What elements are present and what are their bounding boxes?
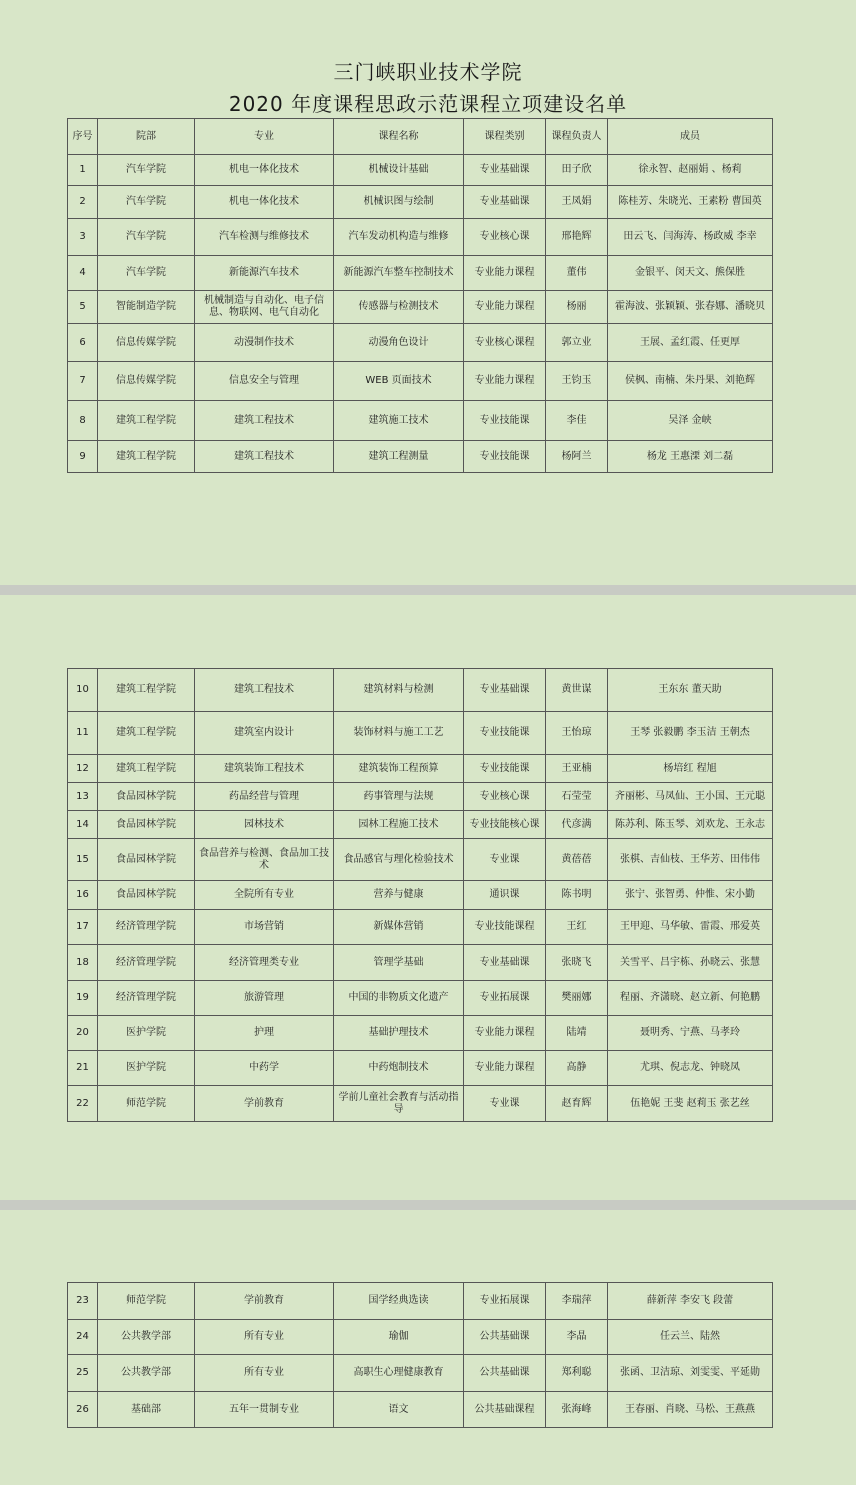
- cell-major: 食品营养与检测、食品加工技术: [195, 839, 334, 881]
- table-row: [68, 1016, 773, 1051]
- cell-course-name: 营养与健康: [334, 881, 464, 910]
- table-row: [68, 155, 773, 186]
- cell-members: 齐丽彬、马凤仙、王小国、王元聪: [608, 783, 773, 811]
- cell-members: 任云兰、陆然: [608, 1320, 773, 1355]
- cell-course-leader: 张晓飞: [546, 945, 608, 981]
- page-divider: [0, 1200, 856, 1210]
- table-row: [68, 839, 773, 881]
- cell-course-leader: 董伟: [546, 256, 608, 291]
- table-row: [68, 401, 773, 441]
- cell-department: 公共教学部: [98, 1355, 195, 1392]
- cell-course-name: 高职生心理健康教育: [334, 1355, 464, 1392]
- cell-course-leader: 王钧玉: [546, 362, 608, 401]
- cell-members: 陈桂芳、朱晓光、王素粉 曹国英: [608, 186, 773, 219]
- cell-course-type: 专业技能课: [464, 712, 546, 755]
- cell-department: 食品园林学院: [98, 839, 195, 881]
- cell-course-type: 专业课: [464, 839, 546, 881]
- header-course-leader: 课程负责人: [546, 119, 608, 155]
- cell-department: 公共教学部: [98, 1320, 195, 1355]
- cell-department: 信息传媒学院: [98, 362, 195, 401]
- cell-course-name: 中国的非物质文化遗产: [334, 981, 464, 1016]
- cell-course-leader: 陆靖: [546, 1016, 608, 1051]
- cell-course-type: 专业技能核心课: [464, 811, 546, 839]
- cell-index: 1: [68, 155, 98, 186]
- cell-index: 23: [68, 1283, 98, 1320]
- cell-course-leader: 王凤娟: [546, 186, 608, 219]
- cell-course-name: 机械设计基础: [334, 155, 464, 186]
- cell-major: 旅游管理: [195, 981, 334, 1016]
- cell-major: 学前教育: [195, 1086, 334, 1122]
- cell-department: 建筑工程学院: [98, 712, 195, 755]
- cell-index: 7: [68, 362, 98, 401]
- cell-members: 陈苏利、陈玉琴、刘欢龙、王永志: [608, 811, 773, 839]
- cell-course-name: 管理学基础: [334, 945, 464, 981]
- cell-members: 田云飞、闫海涛、杨政威 李幸: [608, 219, 773, 256]
- cell-course-type: 专业基础课: [464, 155, 546, 186]
- cell-members: 王东东 董天助: [608, 669, 773, 712]
- cell-course-type: 专业核心课: [464, 219, 546, 256]
- cell-members: 张函、卫洁琼、刘雯雯、平延勋: [608, 1355, 773, 1392]
- cell-members: 薛新萍 李安飞 段蕾: [608, 1283, 773, 1320]
- cell-course-leader: 代彦满: [546, 811, 608, 839]
- cell-index: 8: [68, 401, 98, 441]
- table-row: [68, 755, 773, 783]
- cell-major: 所有专业: [195, 1320, 334, 1355]
- cell-department: 建筑工程学院: [98, 755, 195, 783]
- table-row: [68, 441, 773, 473]
- cell-members: 金银平、闵天文、熊保胜: [608, 256, 773, 291]
- cell-major: 建筑室内设计: [195, 712, 334, 755]
- cell-course-leader: 高静: [546, 1051, 608, 1086]
- cell-course-leader: 田子欣: [546, 155, 608, 186]
- cell-course-leader: 樊丽娜: [546, 981, 608, 1016]
- cell-members: 王甲迎、马华敏、雷霞、邢爱英: [608, 910, 773, 945]
- cell-course-type: 专业拓展课: [464, 981, 546, 1016]
- table-row: [68, 1283, 773, 1320]
- cell-index: 22: [68, 1086, 98, 1122]
- table-row: [68, 256, 773, 291]
- cell-department: 信息传媒学院: [98, 324, 195, 362]
- cell-major: 汽车检测与维修技术: [195, 219, 334, 256]
- cell-course-leader: 李晶: [546, 1320, 608, 1355]
- cell-major: 药品经营与管理: [195, 783, 334, 811]
- cell-members: 杨培红 程旭: [608, 755, 773, 783]
- table-row: [68, 1392, 773, 1428]
- cell-major: 护理: [195, 1016, 334, 1051]
- cell-department: 食品园林学院: [98, 783, 195, 811]
- table-row: [68, 1086, 773, 1122]
- cell-index: 15: [68, 839, 98, 881]
- cell-major: 建筑工程技术: [195, 441, 334, 473]
- cell-course-type: 专业技能课: [464, 755, 546, 783]
- cell-department: 师范学院: [98, 1283, 195, 1320]
- cell-members: 徐永智、赵丽娟 、杨莉: [608, 155, 773, 186]
- page-subtitle: 2020 年度课程思政示范课程立项建设名单: [228, 92, 628, 116]
- cell-course-type: 专业技能课程: [464, 910, 546, 945]
- cell-major: 园林技术: [195, 811, 334, 839]
- cell-index: 10: [68, 669, 98, 712]
- course-table-part-2: [67, 668, 773, 1122]
- cell-members: 杨龙 王惠溧 刘二磊: [608, 441, 773, 473]
- cell-members: 张棋、吉仙枝、王华芳、田伟伟: [608, 839, 773, 881]
- cell-major: 建筑装饰工程技术: [195, 755, 334, 783]
- cell-course-leader: 黄世谋: [546, 669, 608, 712]
- cell-department: 食品园林学院: [98, 811, 195, 839]
- header-major: 专业: [195, 119, 334, 155]
- cell-major: 全院所有专业: [195, 881, 334, 910]
- table-row: [68, 981, 773, 1016]
- cell-course-name: 汽车发动机构造与维修: [334, 219, 464, 256]
- table-row: [68, 362, 773, 401]
- cell-course-type: 专业核心课程: [464, 324, 546, 362]
- page-title: 三门峡职业技术学院: [333, 60, 523, 84]
- cell-major: 中药学: [195, 1051, 334, 1086]
- cell-department: 汽车学院: [98, 219, 195, 256]
- cell-index: 21: [68, 1051, 98, 1086]
- cell-department: 师范学院: [98, 1086, 195, 1122]
- cell-index: 20: [68, 1016, 98, 1051]
- course-table-part-1: [67, 118, 773, 473]
- cell-members: 王琴 张毅鹏 李玉洁 王朝杰: [608, 712, 773, 755]
- cell-course-name: 药事管理与法规: [334, 783, 464, 811]
- cell-course-type: 专业能力课程: [464, 256, 546, 291]
- table-row: [68, 291, 773, 324]
- cell-major: 市场营销: [195, 910, 334, 945]
- cell-course-type: 通识课: [464, 881, 546, 910]
- cell-index: 4: [68, 256, 98, 291]
- cell-course-name: WEB 页面技术: [334, 362, 464, 401]
- cell-members: 张宁、张智勇、仲惟、宋小勤: [608, 881, 773, 910]
- cell-major: 学前教育: [195, 1283, 334, 1320]
- cell-course-type: 专业基础课: [464, 945, 546, 981]
- table-row: [68, 1355, 773, 1392]
- cell-index: 9: [68, 441, 98, 473]
- cell-course-name: 语文: [334, 1392, 464, 1428]
- cell-course-name: 传感器与检测技术: [334, 291, 464, 324]
- cell-course-leader: 邢艳辉: [546, 219, 608, 256]
- cell-major: 信息安全与管理: [195, 362, 334, 401]
- cell-department: 建筑工程学院: [98, 669, 195, 712]
- cell-major: 机械制造与自动化、电子信息、物联网、电气自动化: [195, 291, 334, 324]
- cell-members: 尤琪、倪志龙、钟晓凤: [608, 1051, 773, 1086]
- cell-members: 聂明秀、宁燕、马孝玲: [608, 1016, 773, 1051]
- cell-index: 5: [68, 291, 98, 324]
- cell-course-name: 建筑工程测量: [334, 441, 464, 473]
- course-table-part-3: [67, 1282, 773, 1428]
- cell-course-leader: 郭立业: [546, 324, 608, 362]
- cell-course-leader: 陈书明: [546, 881, 608, 910]
- header-course-name: 课程名称: [334, 119, 464, 155]
- cell-course-type: 公共基础课: [464, 1320, 546, 1355]
- cell-course-leader: 张海峰: [546, 1392, 608, 1428]
- cell-department: 汽车学院: [98, 155, 195, 186]
- cell-course-leader: 王红: [546, 910, 608, 945]
- table-row: [68, 945, 773, 981]
- cell-department: 经济管理学院: [98, 910, 195, 945]
- cell-department: 智能制造学院: [98, 291, 195, 324]
- cell-course-leader: 杨丽: [546, 291, 608, 324]
- header-index: 序号: [68, 119, 98, 155]
- cell-course-name: 中药炮制技术: [334, 1051, 464, 1086]
- cell-course-name: 建筑装饰工程预算: [334, 755, 464, 783]
- cell-course-type: 专业课: [464, 1086, 546, 1122]
- table-header-row: [68, 119, 773, 155]
- cell-major: 机电一体化技术: [195, 155, 334, 186]
- cell-course-type: 专业核心课: [464, 783, 546, 811]
- table-row: [68, 783, 773, 811]
- cell-course-leader: 王亚楠: [546, 755, 608, 783]
- cell-course-name: 装饰材料与施工工艺: [334, 712, 464, 755]
- cell-course-leader: 郑利聪: [546, 1355, 608, 1392]
- header-course-type: 课程类别: [464, 119, 546, 155]
- cell-major: 动漫制作技术: [195, 324, 334, 362]
- cell-index: 13: [68, 783, 98, 811]
- cell-course-name: 国学经典选读: [334, 1283, 464, 1320]
- cell-index: 3: [68, 219, 98, 256]
- cell-index: 11: [68, 712, 98, 755]
- cell-department: 医护学院: [98, 1051, 195, 1086]
- cell-department: 食品园林学院: [98, 881, 195, 910]
- cell-index: 16: [68, 881, 98, 910]
- cell-course-leader: 赵育辉: [546, 1086, 608, 1122]
- cell-course-name: 建筑施工技术: [334, 401, 464, 441]
- table-row: [68, 712, 773, 755]
- cell-department: 建筑工程学院: [98, 441, 195, 473]
- cell-major: 五年一贯制专业: [195, 1392, 334, 1428]
- table-row: [68, 811, 773, 839]
- cell-index: 2: [68, 186, 98, 219]
- cell-course-leader: 李瑞萍: [546, 1283, 608, 1320]
- cell-department: 医护学院: [98, 1016, 195, 1051]
- cell-index: 19: [68, 981, 98, 1016]
- cell-course-leader: 石莹莹: [546, 783, 608, 811]
- cell-department: 基础部: [98, 1392, 195, 1428]
- table-row: [68, 1320, 773, 1355]
- cell-course-type: 专业技能课: [464, 441, 546, 473]
- cell-index: 24: [68, 1320, 98, 1355]
- cell-course-name: 基础护理技术: [334, 1016, 464, 1051]
- table-row: [68, 910, 773, 945]
- cell-course-type: 专业拓展课: [464, 1283, 546, 1320]
- cell-major: 所有专业: [195, 1355, 334, 1392]
- cell-major: 经济管理类专业: [195, 945, 334, 981]
- cell-members: 吴泽 金峡: [608, 401, 773, 441]
- cell-members: 伍艳妮 王斐 赵莉玉 张艺丝: [608, 1086, 773, 1122]
- cell-index: 18: [68, 945, 98, 981]
- cell-department: 汽车学院: [98, 186, 195, 219]
- cell-department: 经济管理学院: [98, 981, 195, 1016]
- cell-members: 侯枫、南楠、朱丹果、刘艳辉: [608, 362, 773, 401]
- cell-members: 关雪平、吕宇栋、孙晓云、张慧: [608, 945, 773, 981]
- table-row: [68, 186, 773, 219]
- table-row: [68, 669, 773, 712]
- cell-department: 汽车学院: [98, 256, 195, 291]
- cell-course-type: 专业能力课程: [464, 291, 546, 324]
- cell-course-type: 专业能力课程: [464, 362, 546, 401]
- cell-course-leader: 黄蓓蓓: [546, 839, 608, 881]
- cell-course-name: 食品感官与理化检验技术: [334, 839, 464, 881]
- cell-major: 建筑工程技术: [195, 669, 334, 712]
- cell-major: 机电一体化技术: [195, 186, 334, 219]
- cell-index: 12: [68, 755, 98, 783]
- cell-course-name: 动漫角色设计: [334, 324, 464, 362]
- header-members: 成员: [608, 119, 773, 155]
- cell-members: 程丽、齐潇晓、赵立新、何艳鹏: [608, 981, 773, 1016]
- cell-index: 14: [68, 811, 98, 839]
- cell-course-type: 专业技能课: [464, 401, 546, 441]
- cell-course-name: 新能源汽车整车控制技术: [334, 256, 464, 291]
- cell-department: 建筑工程学院: [98, 401, 195, 441]
- table-row: [68, 881, 773, 910]
- cell-index: 6: [68, 324, 98, 362]
- cell-index: 17: [68, 910, 98, 945]
- cell-major: 新能源汽车技术: [195, 256, 334, 291]
- cell-course-type: 公共基础课程: [464, 1392, 546, 1428]
- cell-course-leader: 杨阿兰: [546, 441, 608, 473]
- cell-course-name: 新媒体营销: [334, 910, 464, 945]
- table-row: [68, 219, 773, 256]
- cell-course-leader: 李佳: [546, 401, 608, 441]
- cell-major: 建筑工程技术: [195, 401, 334, 441]
- cell-members: 王春丽、肖晓、马松、王燕燕: [608, 1392, 773, 1428]
- table-row: [68, 1051, 773, 1086]
- cell-course-name: 建筑材料与检测: [334, 669, 464, 712]
- cell-course-name: 园林工程施工技术: [334, 811, 464, 839]
- cell-course-type: 公共基础课: [464, 1355, 546, 1392]
- cell-course-leader: 王怡琼: [546, 712, 608, 755]
- cell-course-type: 专业能力课程: [464, 1051, 546, 1086]
- cell-members: 王展、孟红霞、任更厚: [608, 324, 773, 362]
- cell-course-type: 专业基础课: [464, 186, 546, 219]
- cell-index: 26: [68, 1392, 98, 1428]
- cell-course-name: 学前儿童社会教育与活动指导: [334, 1086, 464, 1122]
- cell-course-name: 瑜伽: [334, 1320, 464, 1355]
- cell-course-type: 专业基础课: [464, 669, 546, 712]
- cell-course-type: 专业能力课程: [464, 1016, 546, 1051]
- cell-members: 霍海波、张颖颖、张春娜、潘晓贝: [608, 291, 773, 324]
- cell-course-name: 机械识图与绘制: [334, 186, 464, 219]
- page-divider: [0, 585, 856, 595]
- header-department: 院部: [98, 119, 195, 155]
- table-row: [68, 324, 773, 362]
- cell-index: 25: [68, 1355, 98, 1392]
- cell-department: 经济管理学院: [98, 945, 195, 981]
